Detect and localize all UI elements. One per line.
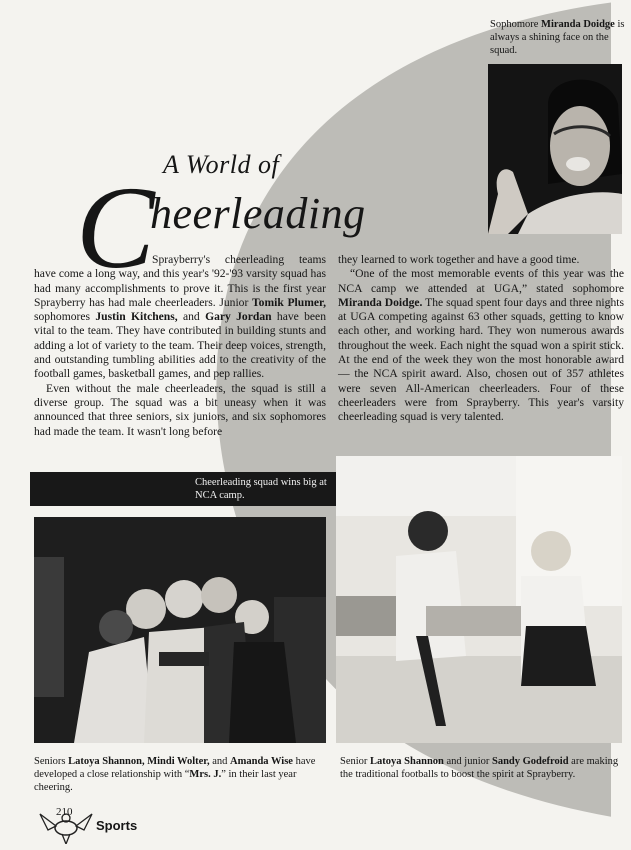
photo-miranda (488, 64, 622, 234)
banner-text: Cheerleading squad wins big at NCA camp. (195, 477, 327, 501)
photo-footballs (336, 456, 622, 743)
body-left-p2: Even without the male cheerleaders, the squad is still a diverse group. The squad was a bit uneasy when it was announced that three seniors, six juniors, and six sophomores had made the team. It wasn't long before (34, 381, 326, 438)
page-number: 210 (56, 806, 73, 818)
caption-bottom-left: Seniors Latoya Shannon, Mindi Wolter, and Amanda Wise have developed a close relationship with “Mrs. J.” in their last year cheering. (34, 756, 316, 793)
body-left-column (34, 253, 326, 439)
section-label: Sports (96, 818, 138, 833)
title-line1: A World of (163, 150, 280, 179)
body-right-p1: they learned to work together and have a good time. (338, 253, 580, 266)
body-left-p1: Sprayberry's cheerleading teams have come a long way, and this year's '92-'93 varsity squad has had many accomplishments to prove it. This is the first year Sprayberry has had male cheerleaders. Junior Tomik Plumer, sophomores Justin Kitchens, and Gary Jordan have been vital to the team. They have contributed in building stunts and adding a lot of variety to the team. Their deep voices, strength, and outstanding tumbling abilities add to the creativity of the football games, basketball games, and pep rallies. (34, 253, 326, 381)
body-right-column (338, 253, 624, 425)
caption-bottom-right: Senior Latoya Shannon and junior Sandy Godefroid are making the traditional footballs to boost the spirit at Sprayberry. (340, 756, 619, 780)
title-rest: heerleading (150, 189, 366, 238)
photo-seniors (34, 517, 326, 743)
body-right-p2: “One of the most memorable events of this year was the NCA camp we attended at UGA,” stated sophomore Miranda Doidge. The squad spent four days and three nights at UGA competing against 63 other squads, getting to know each other, and working hard. They won numerous awards throughout the week. Each night the squad won a spirit stick. At the end of the week they won the most honorable award — the NCA spirit award. Also, chosen out of 357 athletes were seven All-American cheerleaders. Four of these cheerleaders were from Sprayberry. This year's varsity cheerleading squad is very talented. (338, 267, 624, 424)
title-big-letter: C (76, 162, 155, 293)
caption-top: Sophomore Miranda Doidge is always a shining face on the squad. (490, 19, 625, 56)
